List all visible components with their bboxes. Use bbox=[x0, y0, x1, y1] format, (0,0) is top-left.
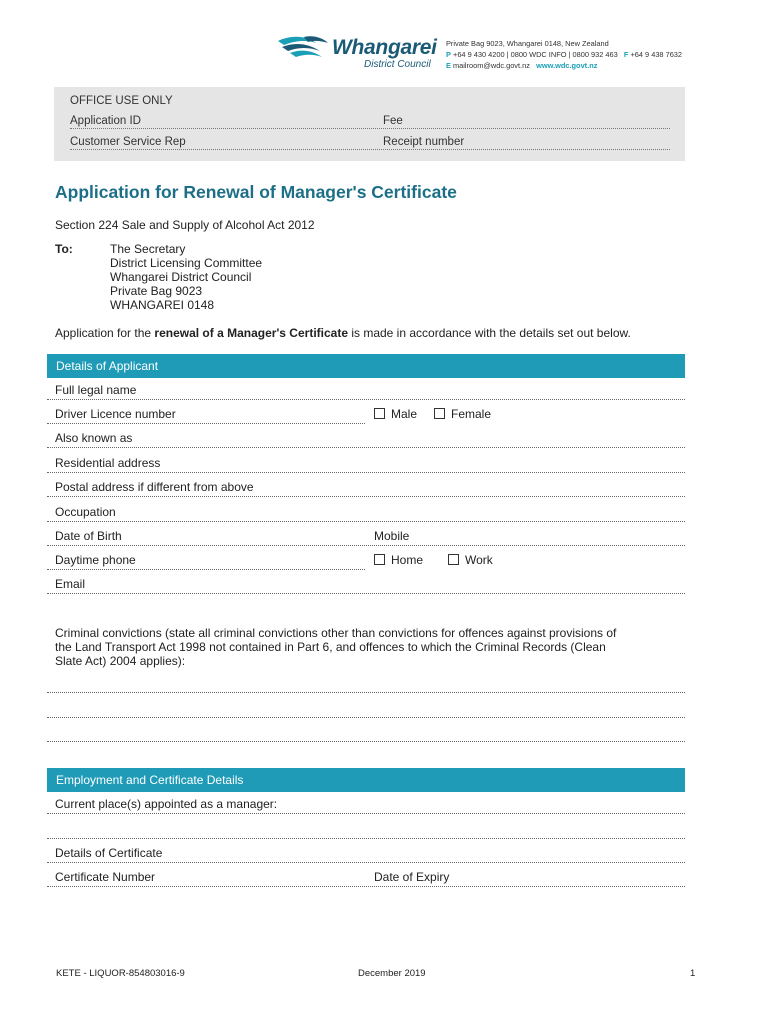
residential-address-field[interactable] bbox=[47, 472, 685, 473]
to-line: WHANGAREI 0148 bbox=[110, 298, 215, 312]
to-line: District Licensing Committee bbox=[110, 256, 263, 270]
footer-date: December 2019 bbox=[358, 968, 426, 979]
section-header-employment: Employment and Certificate Details bbox=[47, 768, 685, 792]
office-use-heading: OFFICE USE ONLY bbox=[70, 95, 173, 107]
contact-email: E mailroom@wdc.govt.nz www.wdc.govt.nz bbox=[446, 61, 598, 70]
also-known-as-field[interactable] bbox=[47, 447, 685, 448]
gender-female-option[interactable] bbox=[434, 407, 491, 421]
occupation-field[interactable] bbox=[47, 521, 685, 522]
postal-address-field[interactable] bbox=[47, 496, 685, 497]
criminal-convictions-field[interactable] bbox=[47, 717, 685, 718]
criminal-convictions-field[interactable] bbox=[47, 741, 685, 742]
details-of-certificate-label: Details of Certificate bbox=[55, 846, 163, 860]
full-legal-name-label: Full legal name bbox=[55, 383, 137, 397]
occupation-label: Occupation bbox=[55, 505, 116, 519]
brand-subtitle: District Council bbox=[364, 59, 431, 70]
brand-name: Whangarei bbox=[332, 36, 437, 59]
customer-service-rep-label: Customer Service Rep bbox=[70, 136, 186, 148]
home-checkbox[interactable] bbox=[374, 554, 385, 565]
footer-reference: KETE - LIQUOR-854803016-9 bbox=[56, 968, 185, 979]
gender-male-option[interactable] bbox=[374, 407, 417, 421]
work-checkbox[interactable] bbox=[448, 554, 459, 565]
criminal-convictions-field[interactable] bbox=[47, 692, 685, 693]
date-of-expiry-label: Date of Expiry bbox=[374, 870, 450, 884]
intro-text: Application for the renewal of a Manager's Certificate is made in accordance with the details set out below. bbox=[55, 326, 631, 340]
male-label: Male bbox=[391, 407, 418, 421]
details-of-certificate-rule bbox=[47, 862, 685, 863]
work-label: Work bbox=[465, 553, 493, 567]
criminal-convictions-text: Slate Act) 2004 applies): bbox=[55, 654, 186, 668]
office-use-box bbox=[54, 87, 685, 161]
contact-phone: P +64 9 430 4200 | 0800 WDC INFO | 0800 932 463 F +64 9 438 7632 bbox=[446, 50, 683, 59]
page-number: 1 bbox=[690, 968, 696, 979]
criminal-convictions-text: the Land Transport Act 1998 not contained in Part 6, and offences to which the Criminal Records (Clean bbox=[55, 640, 606, 654]
female-checkbox[interactable] bbox=[434, 408, 445, 419]
email-field[interactable] bbox=[47, 593, 685, 594]
mobile-label: Mobile bbox=[374, 529, 410, 543]
fee-label: Fee bbox=[383, 115, 403, 127]
current-place-field[interactable] bbox=[47, 813, 685, 814]
contact-address: Private Bag 9023, Whangarei 0148, New Zealand bbox=[446, 39, 609, 48]
to-line: Whangarei District Council bbox=[110, 270, 252, 284]
email-label: Email bbox=[55, 577, 86, 591]
to-line: Private Bag 9023 bbox=[110, 284, 203, 298]
phone-home-option[interactable] bbox=[374, 553, 423, 567]
residential-address-label: Residential address bbox=[55, 456, 161, 470]
daytime-phone-label: Daytime phone bbox=[55, 553, 136, 567]
certificate-number-label: Certificate Number bbox=[55, 870, 156, 884]
office-use-rule bbox=[70, 128, 670, 129]
application-id-label: Application ID bbox=[70, 115, 141, 127]
to-line: The Secretary bbox=[110, 242, 186, 256]
postal-address-label: Postal address if different from above bbox=[55, 480, 254, 494]
criminal-convictions-text: Criminal convictions (state all criminal convictions other than convictions for offences against provisions of bbox=[55, 626, 617, 640]
date-of-birth-label: Date of Birth bbox=[55, 529, 122, 543]
full-legal-name-field[interactable] bbox=[47, 399, 685, 400]
certificate-number-field[interactable] bbox=[47, 886, 685, 887]
driver-licence-label: Driver Licence number bbox=[55, 407, 176, 421]
section-header-applicant: Details of Applicant bbox=[47, 354, 685, 378]
phone-work-option[interactable] bbox=[448, 553, 493, 567]
page-title: Application for Renewal of Manager's Certificate bbox=[55, 182, 457, 202]
receipt-number-label: Receipt number bbox=[383, 136, 465, 148]
driver-licence-field[interactable] bbox=[47, 423, 365, 424]
office-use-rule bbox=[70, 149, 670, 150]
female-label: Female bbox=[451, 407, 492, 421]
website-link[interactable]: www.wdc.govt.nz bbox=[536, 61, 598, 70]
daytime-phone-field[interactable] bbox=[47, 569, 365, 570]
dob-mobile-field[interactable] bbox=[47, 545, 685, 546]
male-checkbox[interactable] bbox=[374, 408, 385, 419]
also-known-as-label: Also known as bbox=[55, 431, 133, 445]
current-place-field[interactable] bbox=[47, 838, 685, 839]
act-reference: Section 224 Sale and Supply of Alcohol Act 2012 bbox=[55, 218, 315, 232]
home-label: Home bbox=[391, 553, 424, 567]
to-label: To: bbox=[55, 242, 73, 256]
current-place-label: Current place(s) appointed as a manager: bbox=[55, 797, 278, 811]
